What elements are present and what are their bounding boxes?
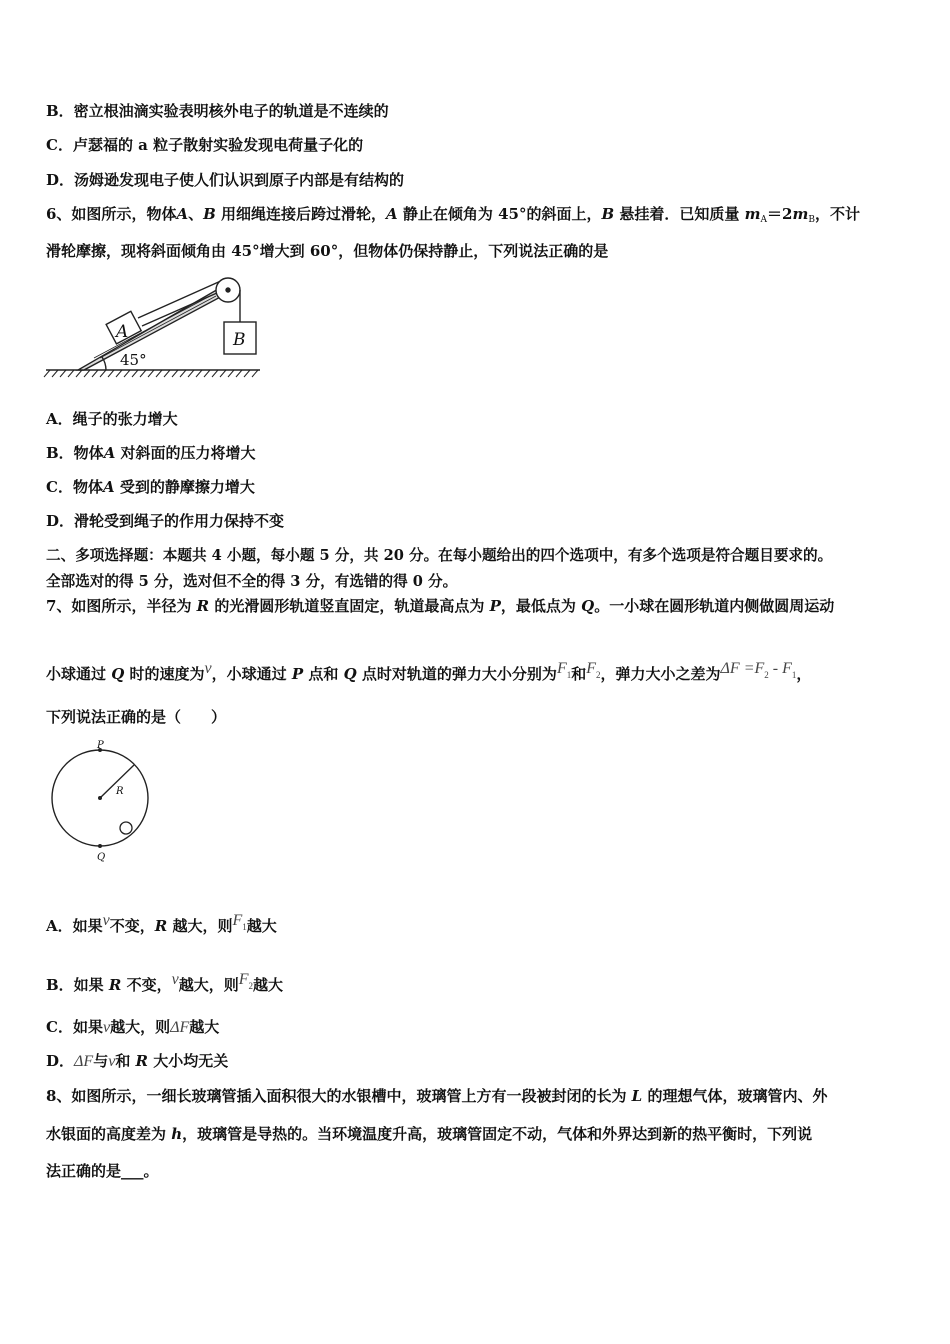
q6-stem-line2: 滑轮摩擦，现将斜面倾角由 45°增大到 60°，但物体仍保持静止，下列说法正确的是 <box>46 242 609 260</box>
q7-option-d: D．ΔF与v和 R 大小均无关 <box>46 1052 229 1070</box>
q6-option-d: D．滑轮受到绳子的作用力保持不变 <box>46 512 285 530</box>
q8-stem-line3: 法正确的是___。 <box>46 1162 159 1180</box>
q8-stem-line1: 8、如图所示，一细长玻璃管插入面积很大的水银槽中，玻璃管上方有一段被封闭的长为 L 的理想气体，玻璃管内、外 <box>46 1087 828 1105</box>
q6-option-c: C．物体A 受到的静摩擦力增大 <box>46 478 255 496</box>
angle-label: 45° <box>120 351 147 369</box>
point-p-label: P <box>97 740 104 751</box>
f2-symbol: $F_2$ <box>586 660 601 680</box>
section2-heading-line2: 全部选对的得 5 分，选对但不全的得 3 分，有选错的得 0 分。 <box>46 573 458 590</box>
small-ball <box>120 822 132 834</box>
q8-stem-line2: 水银面的高度差为 h，玻璃管是导热的。当环境温度升高，玻璃管固定不动，气体和外界达到新的热平衡时，下列说 <box>46 1125 813 1143</box>
delta-f-formula: $\Delta F =F_2 - F_1$ <box>720 660 797 680</box>
q5-option-c: C．卢瑟福的 a 粒子散射实验发现电荷量子化的 <box>46 136 364 154</box>
q7-stem-line2: 小球通过 Q 时的速度为v，小球通过 P 点和 Q 点时对轨道的弹力大小分别为$F_1$和$F_2$，弹力大小之差为$\Delta F =F_2 - F_1$， <box>46 660 812 683</box>
bottom-point <box>98 844 102 848</box>
v-symbol: v <box>204 660 212 677</box>
ground-hatching <box>44 370 258 377</box>
q7-stem-line3: 下列说法正确的是（ ） <box>46 708 227 726</box>
q7-option-b: B．如果 R 不变，v越大，则$F_2$越大 <box>46 971 284 994</box>
section2-heading-line1: 二、多项选择题：本题共 4 小题，每小题 5 分，共 20 分。在每小题给出的四个选项中，有多个选项是符合题目要求的。 <box>46 547 833 564</box>
q6-option-a: A．绳子的张力增大 <box>46 410 178 428</box>
block-b-label: B <box>233 330 246 350</box>
center-dot <box>98 796 102 800</box>
q5-option-d: D．汤姆逊发现电子使人们认识到原子内部是有结构的 <box>46 171 405 189</box>
f1-symbol: $F_1$ <box>556 660 572 680</box>
q7-stem-line1: 7、如图所示，半径为 R 的光滑圆形轨道竖直固定，轨道最高点为 P，最低点为 Q。一小球在圆形轨道内侧做圆周运动 <box>46 597 835 615</box>
q6-incline-pulley-figure <box>40 272 270 384</box>
pulley-axle <box>226 288 230 292</box>
q7-option-c: C．如果v越大，则ΔF越大 <box>46 1018 220 1036</box>
point-q-label: Q <box>97 852 106 863</box>
radius-r-label: R <box>116 786 124 797</box>
q5-option-b: B．密立根油滴实验表明核外电子的轨道是不连续的 <box>46 102 389 120</box>
q6-stem-line1: 6、如图所示，物体A、B 用细绳连接后跨过滑轮，A 静止在倾角为 45°的斜面上，B 悬挂着．已知质量 $m_A=2m_B$，不计 <box>46 205 860 225</box>
q6-option-b: B．物体A 对斜面的压力将增大 <box>46 444 256 462</box>
rope-to-pulley-lower <box>142 289 226 326</box>
q7-option-a: A．如果v不变，R 越大，则$F_1$越大 <box>46 912 277 935</box>
block-a-label: A <box>116 322 129 342</box>
q7-circular-track-figure <box>44 740 164 865</box>
